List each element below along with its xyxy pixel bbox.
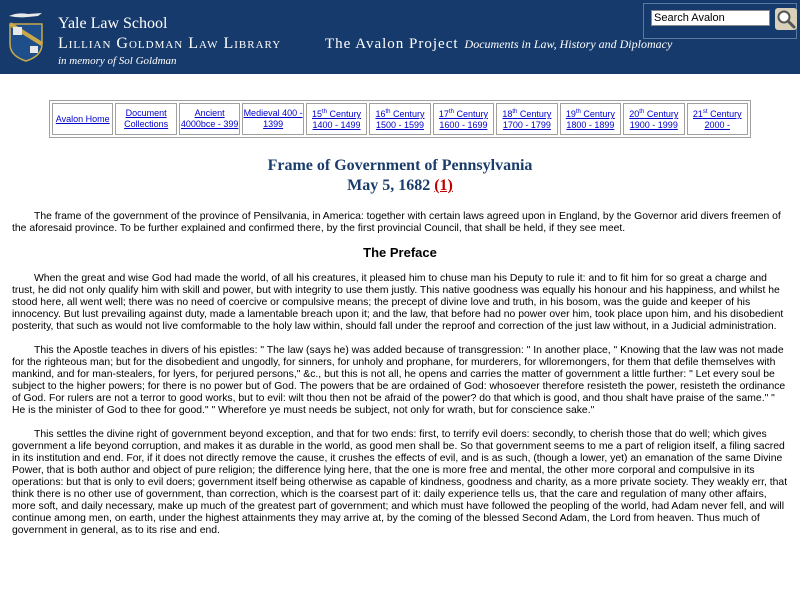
nav-17th-century-label: 17th Century 1600 - 1699 — [438, 109, 488, 130]
preface-heading: The Preface — [363, 245, 437, 260]
nav-21st-century[interactable] — [687, 103, 748, 135]
nav-19th-century-label: 19th Century 1800 - 1899 — [565, 109, 615, 130]
yale-law-school-title[interactable]: Yale Law School — [58, 15, 168, 32]
era-navigation — [49, 100, 751, 138]
document-date-text: May 5, 1682 — [347, 177, 431, 194]
nav-medieval-label: Medieval 400 - 1399 — [243, 108, 303, 129]
nav-document-collections-label: Document Collections — [124, 108, 169, 129]
avalon-project-subtitle: Documents in Law, History and Diplomacy — [464, 37, 673, 51]
nav-avalon-home[interactable] — [52, 103, 113, 135]
search-input[interactable] — [651, 10, 770, 26]
library-title[interactable]: Lillian Goldman Law Library — [58, 35, 282, 52]
footnote-link[interactable]: (1) — [434, 177, 453, 194]
document-date — [0, 177, 800, 195]
nav-16th-century[interactable] — [369, 103, 430, 135]
search-magnifier-icon[interactable] — [775, 8, 797, 30]
nav-18th-century-label: 18th Century 1700 - 1799 — [502, 109, 552, 130]
nav-document-collections[interactable] — [115, 103, 176, 135]
nav-16th-century-label: 16th Century 1500 - 1599 — [375, 109, 425, 130]
site-header — [0, 0, 800, 74]
nav-19th-century[interactable] — [560, 103, 621, 135]
document-title: Frame of Government of Pennsylvania — [267, 157, 533, 174]
nav-15th-century-label: 15th Century 1400 - 1499 — [312, 109, 362, 130]
nav-20th-century-label: 20th Century 1900 - 1999 — [629, 109, 679, 130]
avalon-project-title[interactable] — [325, 36, 672, 53]
nav-21st-century-label: 21st Century 2000 - — [692, 109, 742, 130]
nav-ancient[interactable] — [179, 103, 240, 135]
avalon-project-name: The Avalon Project — [325, 36, 459, 52]
document-body — [12, 211, 788, 549]
paragraph-3: This settles the divine right of government beyond exception, and that for two ends: first, to terrify evil doers: secondly, to cherish those that do well; which gives government a life beyond corruption, and makes it as durable in the world, as good men shall be. So that government seems to me a part of religion itself, a filing sacred in its institution and end. For, if it does not directly remove the cause, it crushes the effects of evil, and is as such, (though a lower, yet) an emanation of the same Divine Power, that is both author and object of pure religion; the difference lying here, that the one is more free and mental, the other more corporal and compulsive in its operations: but that is only to evil doers; government itself being otherwise as capable of kindness, goodness and charity, as a more private society. They weakly err, that think there is no other use of government, than correction, which is the coarsest part of it: daily experience tells us, that the care and regulation of many other affairs, more soft, and daily necessary, make up much of the greatest part of government; and which must have followed the peopling of the world, had Adam never fell, and will continue among men, on earth, under the highest attainments they may arrive at, by the coming of the blessed Second Adam, the Lord from heaven. Thus much of government in general, as to its rise and end. — [12, 429, 788, 536]
yale-shield-icon — [8, 22, 44, 62]
nav-20th-century[interactable] — [623, 103, 684, 135]
intro-paragraph: The frame of the government of the province of Pensilvania, in America: together with certain laws agreed upon in England, by the Governor arid divers freemen of the aforesaid province. To be further explained and confirmed there, by the first provincial Council, that shall be held, if they see meet. — [12, 211, 781, 234]
nav-avalon-home-label: Avalon Home — [55, 113, 110, 124]
nav-medieval[interactable] — [242, 103, 303, 135]
paragraph-1: When the great and wise God had made the world, of all his creatures, it pleased him to chuse man his Deputy to rule it: and to fit him for so great a charge and trust, he did not only qualify him with skill and power, but with integrity to use them justly. This native goodness was equally his honour and his happiness, and whilst he stood here, all went well; there was no need of coercive or compulsive means; the precept of divine love and truth, in his bosom, was the guide and keeper of his innocency. But lust prevailing against duty, made a lamentable breach upon it; and the law, that before had no power over him, took place upon him, and his disobedient posterity, that such as would not live comformable to the holy law within, should fall under the reproof and correction of the just law without, in a Judicial administration. — [12, 273, 784, 332]
memory-line: in memory of Sol Goldman — [58, 55, 177, 67]
nav-18th-century[interactable] — [496, 103, 557, 135]
nav-15th-century[interactable] — [306, 103, 367, 135]
nav-ancient-label: Ancient 4000bce - 399 — [180, 108, 239, 129]
paragraph-2: This the Apostle teaches in divers of his epistles: " The law (says he) was added because of transgression: " In another place, " Knowing that the law was not made for the righteous man; but for the disobedient and ungodly, for sinners, for unholy and prophane, for murderers, for wlloremongers, for them that defile themselves with mankind, and for man-stealers, for lyers, for perjured persons," &c., but this is not all, he opens and carries the matter of government a little further: " Let every soul be subject to the higher powers; for there is no power but of God. The powers that be are ordained of God: whosoever therefore resisteth the power, resisteth the ordinance of God. For rulers are not a terror to good works, but to evil: wilt thou then not be afraid of the power? do that which is good, and thou shalt have praise of the same." " He is the minister of God to thee for good." " Wherefore ye must needs be subject, not only for wrath, but for conscience sake." — [12, 345, 786, 416]
nav-17th-century[interactable] — [433, 103, 494, 135]
alligator-icon — [8, 10, 44, 20]
